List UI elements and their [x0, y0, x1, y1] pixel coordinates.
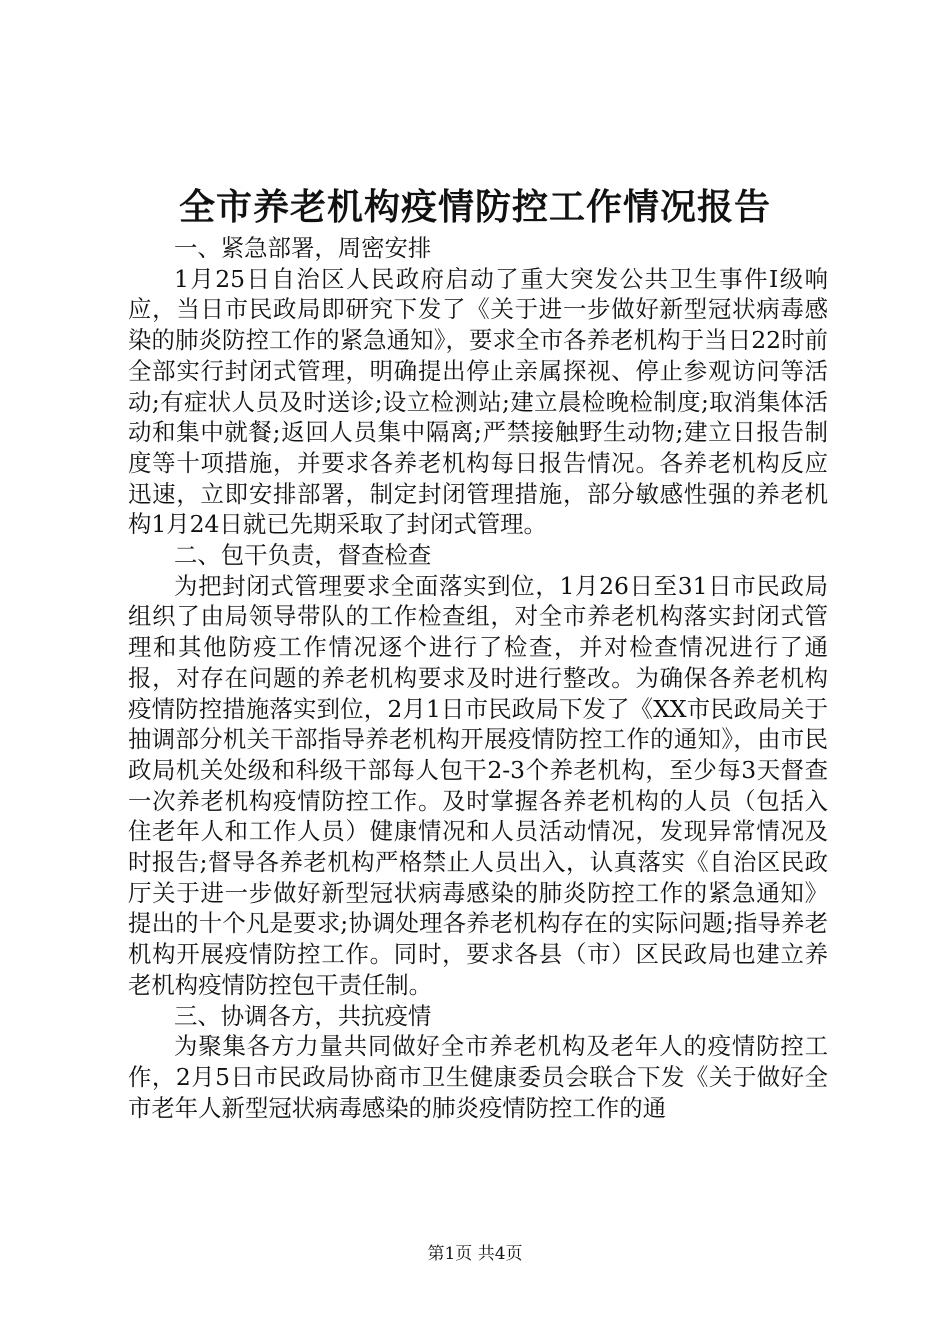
section-paragraph-2: 为把封闭式管理要求全面落实到位，1月26日至31日市民政局组织了由局领导带队的工作检查组，对全市养老机构落实封闭式管理和其他防疫工作情况逐个进行了检查，并对检查情况进行了通报，对存在问题的养老机构要求及时进行整改。为确保各养老机构疫情防控措施落实到位，2月1日市民政局下发了《XX市民政局关于抽调部分机关干部指导养老机构开展疫情防控工作的通知》，由市民政局机关处级和科级干部每人包干2-3个养老机构，至少每3天督查一次养老机构疫情防控工作。及时掌握各养老机构的人员（包括入住老年人和工作人员）健康情况和人员活动情况，发现异常情况及时报告;督导各养老机构严格禁止人员出入，认真落实《自治区民政厅关于进一步做好新型冠状病毒感染的肺炎防控工作的紧急通知》提出的十个凡是要求;协调处理各养老机构存在的实际问题;指导养老机构开展疫情防控工作。同时，要求各县（市）区民政局也建立养老机构疫情防控包干责任制。	[128, 571, 828, 999]
document-body	[128, 233, 828, 1123]
section-paragraph-1: 1月25日自治区人民政府启动了重大突发公共卫生事件Ⅰ级响应，当日市民政局即研究下发了《关于进一步做好新型冠状病毒感染的肺炎防控工作的紧急通知》，要求全市各养老机构于当日22时前全部实行封闭式管理，明确提出停止亲属探视、停止参观访问等活动;有症状人员及时送诊;设立检测站;建立晨检晚检制度;取消集体活动和集中就餐;返回人员集中隔离;严禁接触野生动物;建立日报告制度等十项措施，并要求各养老机构每日报告情况。各养老机构反应迅速，立即安排部署，制定封闭管理措施，部分敏感性强的养老机构1月24日就已先期采取了封闭式管理。	[128, 264, 828, 539]
section-heading-3: 三、协调各方，共抗疫情	[174, 1001, 432, 1030]
section-heading-2: 二、包干负责，督查检查	[174, 541, 432, 570]
section-heading-1: 一、紧急部署，周密安排	[174, 234, 432, 262]
page-footer: 第1页 共4页	[427, 1244, 523, 1264]
document-title: 全市养老机构疫情防控工作情况报告	[178, 186, 771, 228]
section-paragraph-3: 为聚集各方力量共同做好全市养老机构及老年人的疫情防控工作，2月5日市民政局协商市卫生健康委员会联合下发《关于做好全市老年人新型冠状病毒感染的肺炎疫情防控工作的通	[128, 1032, 828, 1122]
